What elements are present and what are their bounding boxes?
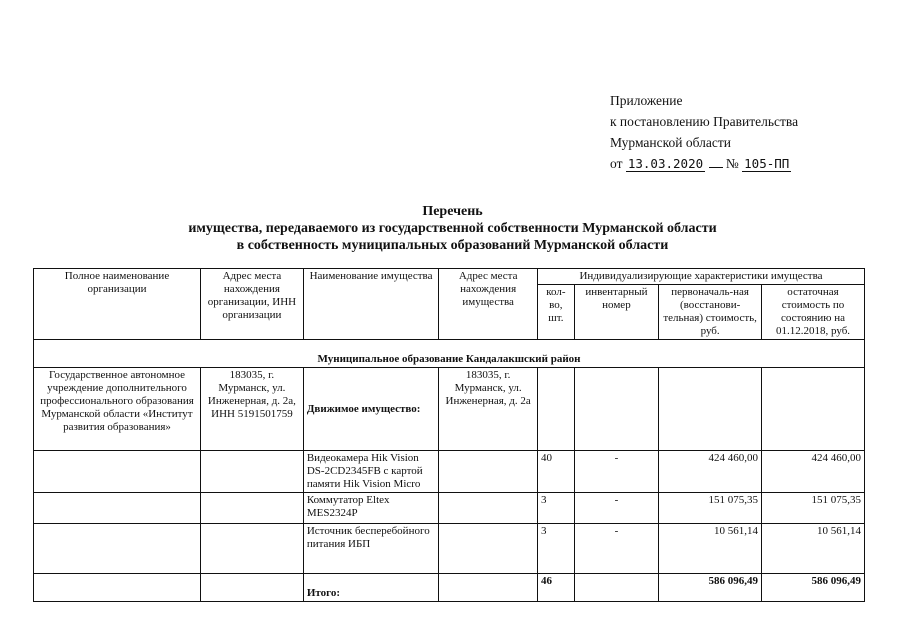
item-inventory: - — [574, 524, 659, 574]
item-name: Коммутатор Eltex MES2324P — [303, 493, 438, 524]
total-initial-cost: 586 096,49 — [659, 574, 762, 602]
appendix-title: Приложение — [610, 93, 683, 108]
appendix-date-number — [610, 153, 798, 174]
header-characteristics: Индивидуализирующие характеристики имущества — [538, 269, 865, 285]
item-residual-cost: 424 460,00 — [762, 451, 865, 493]
header-property-address: Адрес места нахождения имущества — [439, 269, 538, 340]
item-qty: 3 — [538, 524, 575, 574]
org-name: Государственное автономное учреждение дополнительного профессионального образования Мурманской области «Институт развития образования» — [34, 368, 201, 451]
decree-number: 105-ПП — [744, 156, 790, 171]
total-label: Итого: — [303, 574, 438, 602]
item-inventory: - — [574, 493, 659, 524]
item-residual-cost: 10 561,14 — [762, 524, 865, 574]
table-row — [34, 493, 865, 524]
property-category: Движимое имущество: — [303, 368, 438, 451]
header-qty: кол-во, шт. — [538, 285, 575, 340]
total-row — [34, 574, 865, 602]
item-residual-cost: 151 075,35 — [762, 493, 865, 524]
item-qty: 40 — [538, 451, 575, 493]
item-name: Источник бесперебойного питания ИБП — [303, 524, 438, 574]
item-initial-cost: 151 075,35 — [659, 493, 762, 524]
table-row — [34, 524, 865, 574]
header-property-name: Наименование имущества — [303, 269, 438, 340]
item-name: Видеокамера Hik Vision DS-2CD2345FB с картой памяти Hik Vision Micro — [303, 451, 438, 493]
number-label: № — [725, 156, 739, 171]
appendix-region: Мурманской области — [610, 135, 731, 150]
item-qty: 3 — [538, 493, 575, 524]
doc-title: Перечень — [422, 204, 483, 219]
section-title: Муниципальное образование Кандалакшский район — [34, 340, 865, 368]
total-qty: 46 — [538, 574, 575, 602]
header-org-name: Полное наименование организации — [34, 269, 201, 340]
decree-date: 13.03.2020 — [627, 156, 704, 171]
property-address: 183035, г. Мурманск, ул. Инженерная, д. 2а — [439, 368, 538, 451]
table-row — [34, 451, 865, 493]
doc-subtitle-1: имущества, передаваемого из государственной собственности Мурманской области — [188, 221, 717, 236]
header-inventory: инвентарный номер — [574, 285, 659, 340]
org-address: 183035, г. Мурманск, ул. Инженерная, д. 2а, ИНН 5191501759 — [201, 368, 304, 451]
item-initial-cost: 10 561,14 — [659, 524, 762, 574]
header-residual-cost: остаточная стоимость по состоянию на 01.12.2018, руб. — [762, 285, 865, 340]
header-org-address: Адрес места нахождения организации, ИНН организации — [201, 269, 304, 340]
appendix-block — [610, 90, 798, 174]
header-initial-cost: первоначаль-ная (восстанови-тельная) стоимость, руб. — [659, 285, 762, 340]
item-initial-cost: 424 460,00 — [659, 451, 762, 493]
item-inventory: - — [574, 451, 659, 493]
property-table — [33, 268, 865, 602]
appendix-decree: к постановлению Правительства — [610, 114, 799, 129]
doc-subtitle-2: в собственность муниципальных образований Мурманской области — [236, 238, 669, 253]
total-residual-cost: 586 096,49 — [762, 574, 865, 602]
from-label: от — [610, 156, 623, 171]
